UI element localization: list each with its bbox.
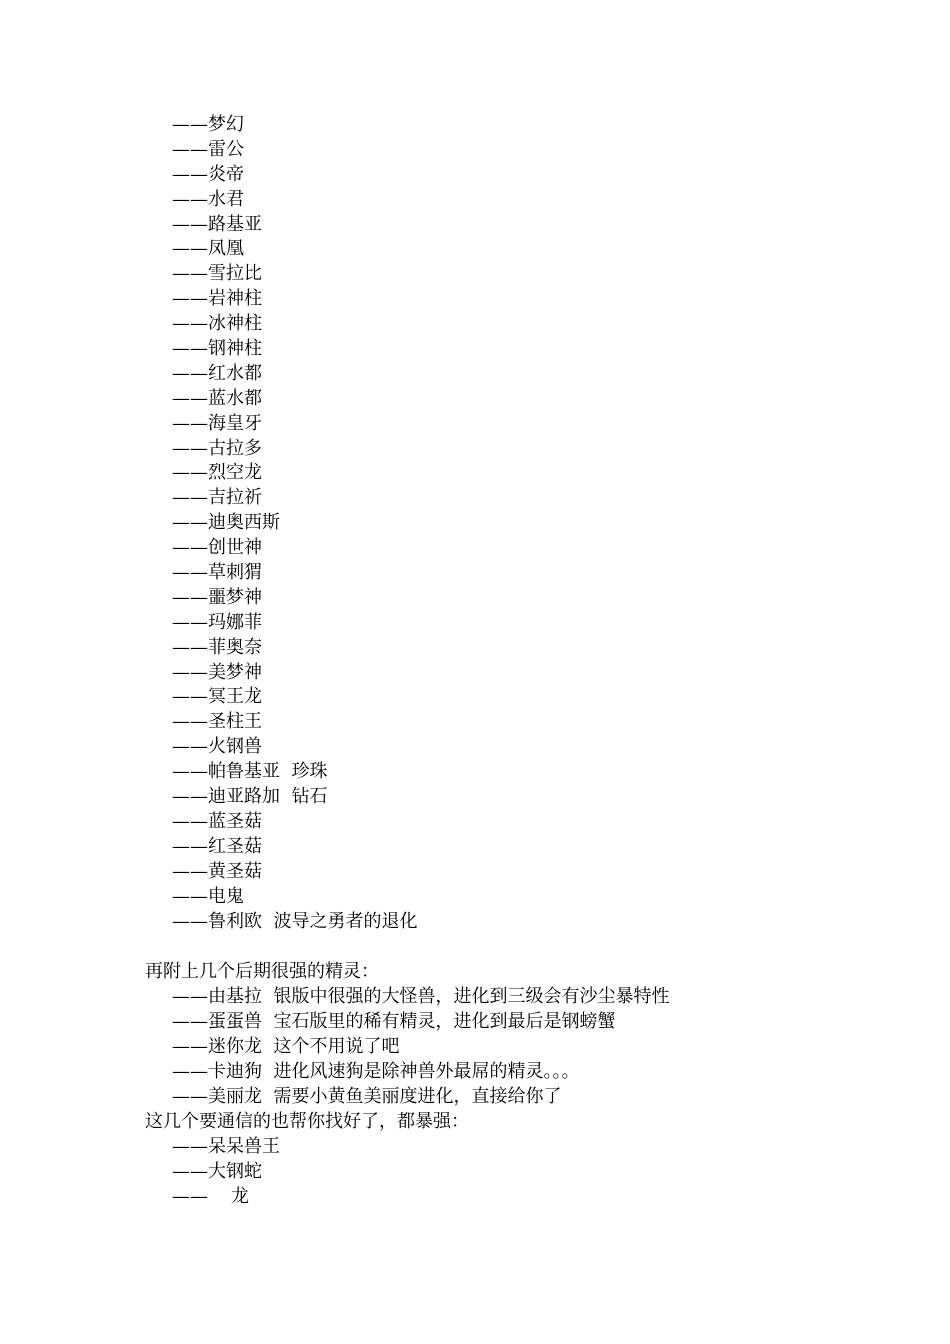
list-item: ——蛋蛋兽 宝石版里的稀有精灵，进化到最后是钢螃蟹 (172, 1010, 616, 1032)
list-item: ——黄圣菇 (172, 860, 262, 882)
list-item: ——美丽龙 需要小黄鱼美丽度进化，直接给你了 (172, 1085, 562, 1107)
list-item: ——卡迪狗 进化风速狗是除神兽外最屌的精灵。。。 (172, 1060, 580, 1082)
strong-list (172, 985, 669, 1109)
list-item: ——水君 (172, 188, 244, 210)
list-item: ——帕鲁基亚 珍珠 (172, 761, 328, 783)
list-item: ——草刺猬 (172, 562, 262, 584)
list-item: ——路基亚 (172, 213, 262, 235)
list-item: ——火钢兽 (172, 736, 262, 758)
list-item: ——雷公 (172, 138, 244, 160)
list-item: ——圣柱王 (172, 711, 262, 733)
trade-section-heading: 这几个要通信的也帮你找好了，都暴强： (145, 1111, 469, 1132)
list-item: ——海皇牙 (172, 412, 262, 434)
trade-list (172, 1135, 280, 1210)
list-item: ——迷你龙 这个不用说了吧 (172, 1035, 400, 1057)
list-item: ——迪亚路加 钻石 (172, 786, 328, 808)
list-item: ——噩梦神 (172, 586, 262, 608)
legendary-list (172, 113, 417, 934)
list-item: ——岩神柱 (172, 288, 262, 310)
list-item: ——烈空龙 (172, 462, 262, 484)
list-item: —— 龙 (172, 1185, 249, 1207)
list-item: ——古拉多 (172, 437, 262, 459)
list-item: ——冥王龙 (172, 686, 262, 708)
list-item: ——吉拉祈 (172, 487, 262, 509)
list-item: ——蓝圣菇 (172, 810, 262, 832)
list-item: ——红圣菇 (172, 835, 262, 857)
list-item: ——炎帝 (172, 163, 244, 185)
list-item: ——雪拉比 (172, 263, 262, 285)
list-item: ——凤凰 (172, 238, 244, 260)
list-item: ——呆呆兽王 (172, 1136, 280, 1157)
list-item: ——钢神柱 (172, 338, 262, 360)
list-item: ——蓝水都 (172, 387, 262, 409)
list-item: ——鲁利欧 波导之勇者的退化 (172, 910, 418, 932)
list-item: ——梦幻 (172, 114, 244, 135)
list-item: ——创世神 (172, 537, 262, 559)
list-item: ——玛娜菲 (172, 611, 262, 633)
list-item: ——迪奥西斯 (172, 512, 280, 534)
list-item: ——菲奥奈 (172, 636, 262, 658)
list-item: ——大钢蛇 (172, 1160, 262, 1182)
strong-section-heading: 再附上几个后期很强的精灵： (145, 961, 379, 982)
list-item: ——电鬼 (172, 885, 244, 907)
list-item: ——由基拉 银版中很强的大怪兽，进化到三级会有沙尘暴特性 (172, 986, 670, 1007)
list-item: ——冰神柱 (172, 313, 262, 335)
list-item: ——美梦神 (172, 661, 262, 683)
list-item: ——红水都 (172, 362, 262, 384)
